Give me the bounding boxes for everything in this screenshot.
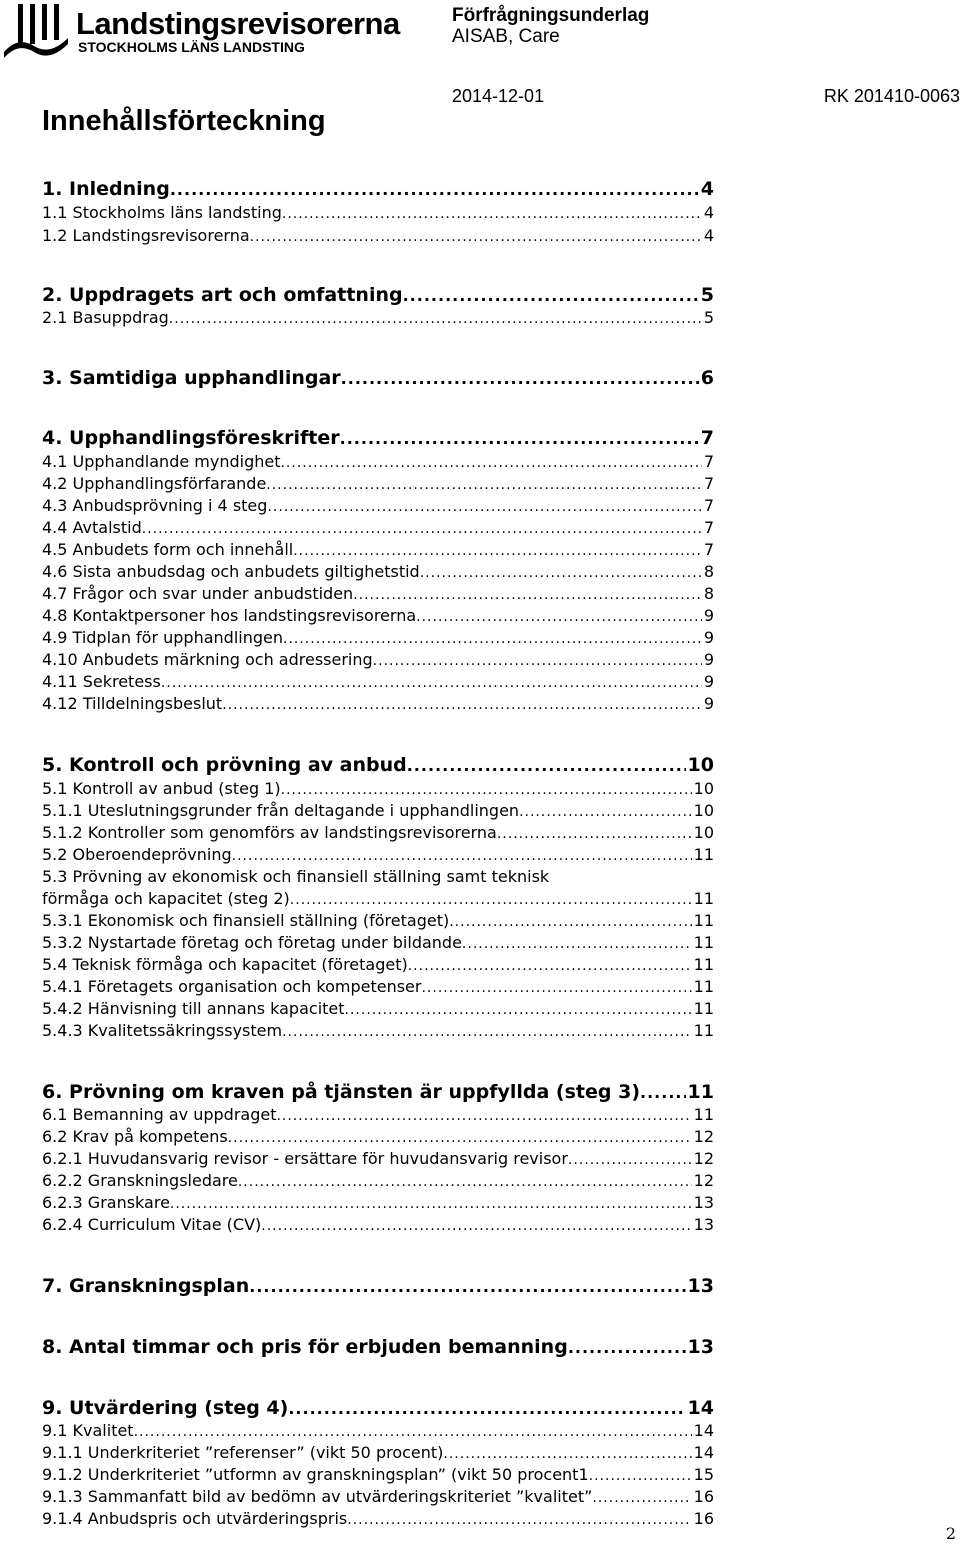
toc-page-number: 10 xyxy=(693,823,714,842)
toc-heading-title: 3. Samtidiga upphandlingar xyxy=(42,367,341,389)
toc-page-number: 7 xyxy=(703,452,714,471)
toc-page-number: 10 xyxy=(687,754,714,776)
toc-entry-title: 6.2.1 Huvudansvarig revisor - ersättare för huvudansvarig revisor xyxy=(42,1149,568,1168)
toc-entry[interactable] xyxy=(42,694,714,715)
toc-heading[interactable] xyxy=(42,177,714,202)
toc-entry-title: 4.4 Avtalstid xyxy=(42,518,142,537)
toc-entry-title: 2.1 Basuppdrag xyxy=(42,308,169,327)
toc-entry[interactable] xyxy=(42,474,714,495)
toc-page-number: 11 xyxy=(693,933,714,952)
toc-entry[interactable] xyxy=(42,1127,714,1148)
toc-page-number: 11 xyxy=(693,999,714,1018)
toc-entry[interactable] xyxy=(42,1443,714,1464)
toc-entry[interactable] xyxy=(42,672,714,693)
toc-heading-title: 8. Antal timmar och pris för erbjuden bemanning xyxy=(42,1336,568,1358)
toc-entry[interactable] xyxy=(42,911,714,932)
toc-page-number: 16 xyxy=(693,1509,714,1528)
toc-heading-title: 1. Inledning xyxy=(42,178,170,200)
toc-entry-title: 5.4.2 Hänvisning till annans kapacitet xyxy=(42,999,345,1018)
toc-heading-title: 5. Kontroll och prövning av anbud xyxy=(42,754,407,776)
toc-page-number: 4 xyxy=(703,203,714,222)
toc-entry[interactable] xyxy=(42,1215,714,1236)
toc-entry[interactable] xyxy=(42,540,714,561)
toc-entry-title: 6.2.3 Granskare xyxy=(42,1193,170,1212)
toc-entry[interactable] xyxy=(42,801,714,822)
toc-entry-title: 5.3.2 Nystartade företag och företag under bildande xyxy=(42,933,462,952)
toc-entry[interactable] xyxy=(42,606,714,627)
toc-entry-title: 5.4.1 Företagets organisation och kompetenser xyxy=(42,977,422,996)
toc-entry[interactable] xyxy=(42,628,714,649)
toc-page-number: 14 xyxy=(693,1443,714,1462)
toc-page-number: 7 xyxy=(703,496,714,515)
toc-heading-title: 2. Uppdragets art och omfattning xyxy=(42,284,403,306)
toc-entry-title: 4.2 Upphandlingsförfarande xyxy=(42,474,267,493)
toc-entry-title: 4.6 Sista anbudsdag och anbudets giltighetstid xyxy=(42,562,420,581)
toc-entry[interactable] xyxy=(42,955,714,976)
toc-entry-title: 6.1 Bemanning av uppdraget xyxy=(42,1105,277,1124)
toc-entry[interactable] xyxy=(42,1193,714,1214)
toc-entry-title: 5.1 Kontroll av anbud (steg 1) xyxy=(42,779,281,798)
toc-heading[interactable] xyxy=(42,426,714,451)
toc-heading-title: 7. Granskningsplan xyxy=(42,1275,250,1297)
toc-entry[interactable] xyxy=(42,1465,714,1486)
toc-entry[interactable] xyxy=(42,845,714,866)
toc-entry-title: 4.12 Tilldelningsbeslut xyxy=(42,694,223,713)
toc-page-number: 13 xyxy=(693,1215,714,1234)
toc-heading-title: 9. Utvärdering (steg 4) xyxy=(42,1397,289,1419)
document-reference: RK 201410-0063 xyxy=(823,86,960,106)
toc-entry-title: 9.1 Kvalitet xyxy=(42,1421,134,1440)
toc-heading[interactable] xyxy=(42,1335,714,1360)
toc-entry-title: 9.1.2 Underkriteriet ”utformn av granskningsplan” (vikt 50 procent1 xyxy=(42,1465,589,1484)
toc-page-number: 11 xyxy=(693,911,714,930)
org-subtitle: STOCKHOLMS LÄNS LANDSTING xyxy=(78,39,305,55)
toc-entry-title: 4.9 Tidplan för upphandlingen xyxy=(42,628,283,647)
toc-page-number: 13 xyxy=(693,1193,714,1212)
toc-page-number: 11 xyxy=(693,955,714,974)
toc-entry-title: 4.3 Anbudsprövning i 4 steg xyxy=(42,496,268,515)
toc-entry[interactable] xyxy=(42,584,714,605)
toc-entry-title: 9.1.3 Sammanfatt bild av bedömn av utvärderingskriteriet ”kvalitet” xyxy=(42,1487,593,1506)
toc-entry-title: 5.4 Teknisk förmåga och kapacitet (företaget) xyxy=(42,955,408,974)
toc-entry-title: 5.1.2 Kontroller som genomförs av landstingsrevisorerna xyxy=(42,823,497,842)
toc-entry[interactable] xyxy=(42,1421,714,1442)
toc-entry[interactable] xyxy=(42,1149,714,1170)
document-subject: AISAB, Care xyxy=(452,26,560,47)
toc-page-number: 12 xyxy=(693,1171,714,1190)
toc-entry-title: 5.3.1 Ekonomisk och finansiell ställning (företaget) xyxy=(42,911,450,930)
toc-page-number: 14 xyxy=(693,1421,714,1440)
toc-entry-title: 1.1 Stockholms läns landsting xyxy=(42,203,282,222)
toc-entry[interactable] xyxy=(42,933,714,954)
toc-page-number: 5 xyxy=(703,308,714,327)
document-date: 2014-12-01 xyxy=(452,86,545,106)
toc-entry[interactable] xyxy=(42,1509,714,1530)
toc-entry-title[interactable]: 5.3 Prövning av ekonomisk och finansiell ställning samt teknisk xyxy=(42,867,550,886)
toc-page-number: 16 xyxy=(693,1487,714,1506)
toc-entry[interactable] xyxy=(42,779,714,800)
toc-entry[interactable] xyxy=(42,518,714,539)
toc-page-number: 5 xyxy=(700,284,714,306)
toc-entry[interactable] xyxy=(42,226,714,247)
toc-page-number: 6 xyxy=(700,367,714,389)
toc-page-number: 4 xyxy=(703,226,714,245)
toc-entry-title: 6.2.2 Granskningsledare xyxy=(42,1171,238,1190)
toc-entry-title: 1.2 Landstingsrevisorerna xyxy=(42,226,250,245)
toc-heading[interactable] xyxy=(42,1080,714,1105)
toc-entry[interactable] xyxy=(42,496,714,517)
toc-entry-title: 5.4.3 Kvalitetssäkringssystem xyxy=(42,1021,283,1040)
toc-entry[interactable] xyxy=(42,999,714,1020)
toc-entry-title: förmåga och kapacitet (steg 2) xyxy=(42,889,290,908)
toc-page-number: 11 xyxy=(693,1021,714,1040)
toc-page-number: 7 xyxy=(703,474,714,493)
toc-heading-title: 4. Upphandlingsföreskrifter xyxy=(42,427,340,449)
toc-page-number: 4 xyxy=(700,178,714,200)
toc-entry-title: 4.11 Sekretess xyxy=(42,672,161,691)
toc-entry-title: 4.7 Frågor och svar under anbudstiden xyxy=(42,584,354,603)
toc-heading[interactable] xyxy=(42,1274,714,1299)
toc-page-number: 14 xyxy=(687,1397,714,1419)
toc-entry-title: 9.1.1 Underkriteriet ”referenser” (vikt 50 procent) xyxy=(42,1443,444,1462)
toc-page-number: 7 xyxy=(703,518,714,537)
toc-page-number: 9 xyxy=(703,628,714,647)
page-title: Innehållsförteckning xyxy=(42,105,326,137)
toc-entry-title: 6.2 Krav på kompetens xyxy=(42,1127,228,1146)
toc-entry-title: 4.5 Anbudets form och innehåll xyxy=(42,540,294,559)
toc-page-number: 7 xyxy=(700,427,714,449)
toc-page-number: 9 xyxy=(703,606,714,625)
toc-entry[interactable] xyxy=(42,1171,714,1192)
page-number: 2 xyxy=(945,1524,956,1543)
toc-heading[interactable] xyxy=(42,366,714,391)
toc-entry[interactable] xyxy=(42,452,714,473)
org-name: Landstingsrevisorerna xyxy=(76,6,400,41)
toc-entry-title: 9.1.4 Anbudspris och utvärderingspris xyxy=(42,1509,348,1528)
toc-page-number: 11 xyxy=(693,977,714,996)
toc-entry[interactable] xyxy=(42,1105,714,1126)
toc-heading-title: 6. Prövning om kraven på tjänsten är uppfyllda (steg 3) xyxy=(42,1081,640,1103)
toc-entry[interactable] xyxy=(42,977,714,998)
toc-heading[interactable] xyxy=(42,283,714,308)
toc-entry[interactable] xyxy=(42,562,714,583)
toc-entry[interactable] xyxy=(42,650,714,671)
toc-page-number: 11 xyxy=(693,845,714,864)
toc-page-number: 8 xyxy=(703,584,714,603)
toc-page-number: 13 xyxy=(687,1275,714,1297)
toc-heading[interactable] xyxy=(42,753,714,778)
toc-entry[interactable] xyxy=(42,889,714,910)
toc-page-number: 11 xyxy=(687,1081,714,1103)
toc-entry[interactable] xyxy=(42,1487,714,1508)
toc-entry[interactable] xyxy=(42,1021,714,1042)
logo-mark xyxy=(4,4,68,58)
toc-page-number: 7 xyxy=(703,540,714,559)
toc-entry-title: 6.2.4 Curriculum Vitae (CV) xyxy=(42,1215,262,1234)
toc-page-number: 9 xyxy=(703,672,714,691)
toc-entry[interactable] xyxy=(42,823,714,844)
toc-entry[interactable] xyxy=(42,203,714,224)
toc-heading[interactable] xyxy=(42,1396,714,1421)
toc-entry-title: 4.10 Anbudets märkning och adressering xyxy=(42,650,373,669)
toc-page-number: 10 xyxy=(693,801,714,820)
toc-page-number: 8 xyxy=(703,562,714,581)
toc-entry-title: 5.1.1 Uteslutningsgrunder från deltagande i upphandlingen xyxy=(42,801,520,820)
toc-page-number: 10 xyxy=(693,779,714,798)
toc-entry-title: 5.2 Oberoendeprövning xyxy=(42,845,232,864)
toc-page-number: 11 xyxy=(693,1105,714,1124)
toc-entry-title: 4.8 Kontaktpersoner hos landstingsrevisorerna xyxy=(42,606,417,625)
toc-page-number: 11 xyxy=(693,889,714,908)
toc-page-number: 9 xyxy=(703,650,714,669)
toc-page-number: 12 xyxy=(693,1127,714,1146)
toc-page-number: 15 xyxy=(693,1465,714,1484)
toc-page-number: 12 xyxy=(693,1149,714,1168)
toc-entry[interactable] xyxy=(42,308,714,329)
toc-page-number: 13 xyxy=(687,1336,714,1358)
toc-entry-title: 4.1 Upphandlande myndighet xyxy=(42,452,281,471)
toc-page-number: 9 xyxy=(703,694,714,713)
document-type: Förfrågningsunderlag xyxy=(452,5,650,26)
